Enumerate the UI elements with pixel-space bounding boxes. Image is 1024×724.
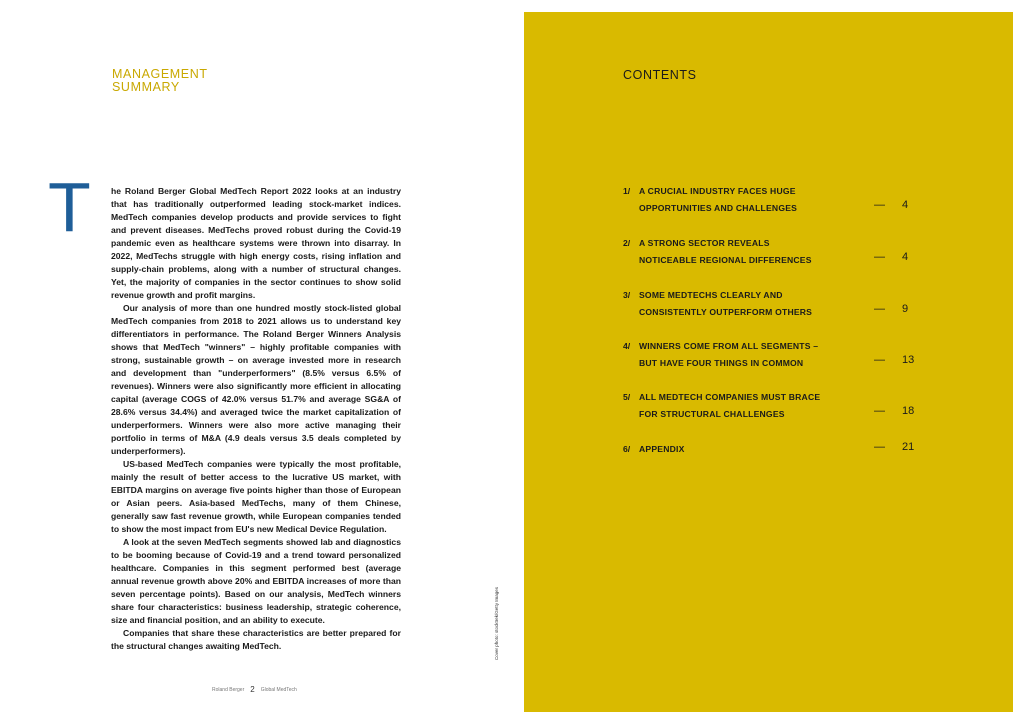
toc-title-line: CONSISTENTLY OUTPERFORM OTHERS — [639, 307, 813, 317]
contents-page — [524, 12, 1013, 712]
toc-number: 1/ — [623, 186, 631, 196]
toc-entry[interactable] — [623, 290, 913, 320]
toc-page-number: 18 — [902, 405, 915, 417]
toc-title-line: A CRUCIAL INDUSTRY FACES HUGE — [639, 186, 796, 196]
toc-number: 4/ — [623, 341, 631, 351]
toc-number: 2/ — [623, 238, 631, 248]
paragraph: Our analysis of more than one hundred mostly stock-listed global MedTech companies from 2018 to 2021 allows us to understand key differentiators in performance. The Roland Berger Winners Analysis shows that MedTech "winners" – highly profitable companies with strong, sustainable growth – on average invested more in research and development than "underperformers" (8.5% versus 6.5% of revenues). Winners were also significantly more efficient in allocating capital (average COGS of 42.0% versus 51.7% and average SG&A of 28.6% versus 34.4%) and averaged twice the market capitalization of underperformers. Winners were also more active managing their portfolio in terms of M&A (4.9 deals versus 3.5 deals completed by underperformers). — [111, 303, 401, 456]
paragraph: US-based MedTech companies were typically the most profitable, mainly the result of better access to the lucrative US market, with EBITDA margins on average five points higher than those of European or Asian peers. Asia-based MedTechs, many of them Chinese, generally saw fast revenue growth, while European companies tended to show the most impact from EU's new Medical Device Regulation. — [111, 459, 401, 534]
toc-page-number: 13 — [902, 354, 915, 366]
toc-title-line: OPPORTUNITIES AND CHALLENGES — [639, 203, 798, 213]
toc-page-number: 21 — [902, 441, 915, 453]
toc-title-line: A STRONG SECTOR REVEALS — [639, 238, 770, 248]
toc-entry[interactable] — [623, 441, 915, 474]
toc-title-line: NOTICEABLE REGIONAL DIFFERENCES — [639, 255, 812, 265]
footer-brand: Roland Berger — [212, 686, 245, 693]
toc-entry[interactable] — [623, 392, 913, 422]
toc-number: 3/ — [623, 290, 631, 300]
paragraph: Companies that share these characteristics are better prepared for the structural changes awaiting MedTech. — [111, 628, 401, 651]
toc-dash: — — [874, 441, 885, 453]
paragraph: A look at the seven MedTech segments showed lab and diagnostics to be booming because of Covid-19 and a trend toward personalized healthcare. Companies in this segment performed best (average annual revenue growth above 20% and EBITDA increases of more than seven percentage points). Based on our analysis, MedTech winners share four characteristics: business leadership, strategic coherence, size and financial position, and an ability to execute. — [111, 537, 401, 625]
toc-dash: — — [874, 303, 885, 315]
toc-entry[interactable] — [623, 186, 913, 216]
photo-credit-text: Cover photo: stocktrek/Getty Images — [494, 586, 499, 660]
toc-page-number: 4 — [902, 199, 909, 211]
photo-credit — [494, 570, 504, 660]
page-footer — [212, 685, 297, 694]
footer-publication: Global MedTech — [260, 686, 297, 693]
toc-entry[interactable] — [623, 238, 913, 268]
toc-page-number: 4 — [902, 251, 909, 263]
section-title: MANAGEMENT SUMMARY — [112, 67, 208, 94]
toc-dash: — — [874, 251, 885, 263]
toc-dash: — — [874, 405, 885, 417]
toc-page-number: 9 — [902, 303, 909, 315]
page-number: 2 — [250, 685, 255, 694]
toc-entry[interactable] — [623, 341, 913, 371]
toc-number: 5/ — [623, 392, 631, 402]
toc-title-line: BUT HAVE FOUR THINGS IN COMMON — [639, 358, 804, 368]
summary-body — [111, 185, 401, 653]
toc-number: 6/ — [623, 444, 631, 454]
toc-dash: — — [874, 199, 885, 211]
toc-title-line: WINNERS COME FROM ALL SEGMENTS – — [639, 341, 819, 351]
drop-cap: T — [48, 168, 91, 246]
paragraph: he Roland Berger Global MedTech Report 2022 looks at an industry that has traditionally outperformed leading stock-market indices. MedTech companies develop products and provide services to fight and prevent diseases. MedTechs proved robust during the Covid-19 pandemic even as healthcare systems were thrown into disarray. In 2022, MedTechs struggle with high energy costs, rising inflation and supply-chain problems, along with a number of structural changes. Yet, the majority of companies in the sector continues to show solid revenue growth and profit margins. — [111, 186, 401, 300]
toc-dash: — — [874, 354, 885, 366]
toc-title-line: FOR STRUCTURAL CHALLENGES — [639, 409, 785, 419]
contents-title: CONTENTS — [623, 68, 697, 82]
toc-title-line: SOME MEDTECHS CLEARLY AND — [639, 290, 783, 300]
toc-title-line: ALL MEDTECH COMPANIES MUST BRACE — [639, 392, 821, 402]
toc-title-line: APPENDIX — [639, 444, 685, 454]
